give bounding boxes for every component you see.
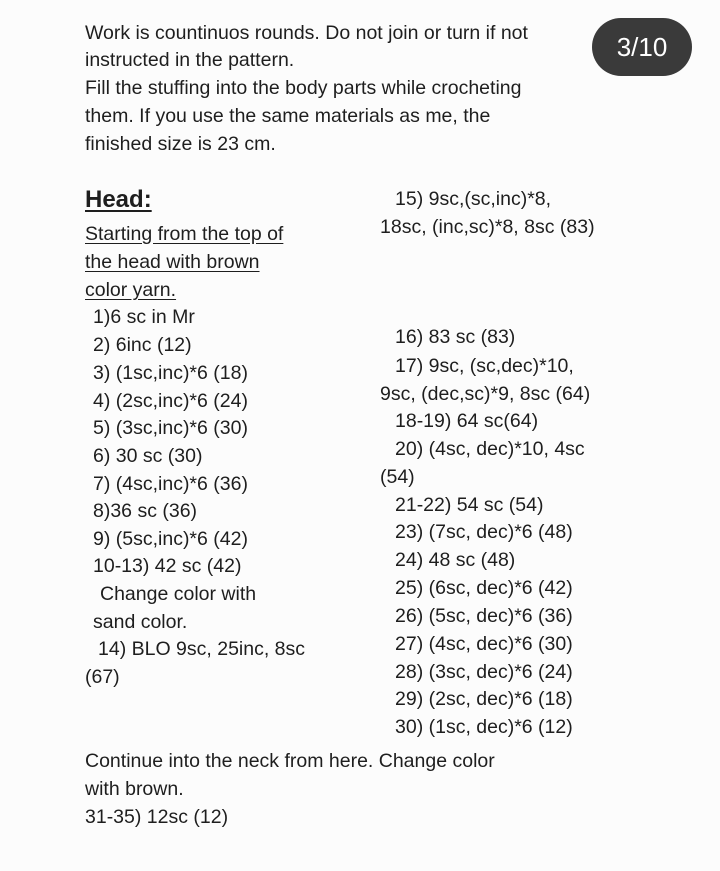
round-item: 20) (4sc, dec)*10, 4sc <box>395 438 585 460</box>
intro-line: Work is countinuos rounds. Do not join or turn if not <box>85 22 528 44</box>
neck-line: 31-35) 12sc (12) <box>85 806 229 828</box>
round-item: 24) 48 sc (48) <box>395 549 516 571</box>
round-item: 5) (3sc,inc)*6 (30) <box>93 417 248 439</box>
round-item: (54) <box>380 466 415 488</box>
intro-line: instructed in the pattern. <box>85 49 295 71</box>
round-item: 7) (4sc,inc)*6 (36) <box>93 473 248 495</box>
round-item: 26) (5sc, dec)*6 (36) <box>395 605 573 627</box>
round-item: 28) (3sc, dec)*6 (24) <box>395 661 573 683</box>
round-note: sand color. <box>93 611 188 633</box>
round-item: 4) (2sc,inc)*6 (24) <box>93 390 248 412</box>
intro-line: Fill the stuffing into the body parts while crocheting <box>85 77 522 99</box>
round-item: 9) (5sc,inc)*6 (42) <box>93 528 248 550</box>
round-item: 23) (7sc, dec)*6 (48) <box>395 521 573 543</box>
round-item: 15) 9sc,(sc,inc)*8, <box>395 188 552 210</box>
round-item: 25) (6sc, dec)*6 (42) <box>395 577 573 599</box>
round-item: 17) 9sc, (sc,dec)*10, <box>395 355 574 377</box>
round-note: Change color with <box>100 583 257 605</box>
round-item: 14) BLO 9sc, 25inc, 8sc <box>98 638 306 660</box>
intro-line: finished size is 23 cm. <box>85 133 276 155</box>
section-title-head: Head: <box>85 186 152 213</box>
round-item: 18-19) 64 sc(64) <box>395 410 539 432</box>
round-item: 2) 6inc (12) <box>93 334 192 356</box>
round-item: 3) (1sc,inc)*6 (18) <box>93 362 248 384</box>
head-subtitle-line: color yarn. <box>85 279 177 301</box>
round-item: 10-13) 42 sc (42) <box>93 555 242 577</box>
round-item: 8)36 sc (36) <box>93 500 198 522</box>
round-item: 1)6 sc in Mr <box>93 306 195 328</box>
round-item: 6) 30 sc (30) <box>93 445 203 467</box>
round-item: 29) (2sc, dec)*6 (18) <box>395 688 573 710</box>
intro-line: them. If you use the same materials as me, the <box>85 105 491 127</box>
round-item: 16) 83 sc (83) <box>395 326 516 348</box>
round-item: 27) (4sc, dec)*6 (30) <box>395 633 573 655</box>
page-counter-badge: 3/10 <box>592 18 692 76</box>
round-item: 18sc, (inc,sc)*8, 8sc (83) <box>380 216 595 238</box>
round-item: 30) (1sc, dec)*6 (12) <box>395 716 573 738</box>
round-item: (67) <box>85 666 120 688</box>
round-item: 21-22) 54 sc (54) <box>395 494 544 516</box>
round-item: 9sc, (dec,sc)*9, 8sc (64) <box>380 383 591 405</box>
head-subtitle-line: Starting from the top of <box>85 223 284 245</box>
neck-line: Continue into the neck from here. Change color <box>85 750 495 772</box>
head-subtitle-line: the head with brown <box>85 251 260 273</box>
neck-line: with brown. <box>85 778 184 800</box>
